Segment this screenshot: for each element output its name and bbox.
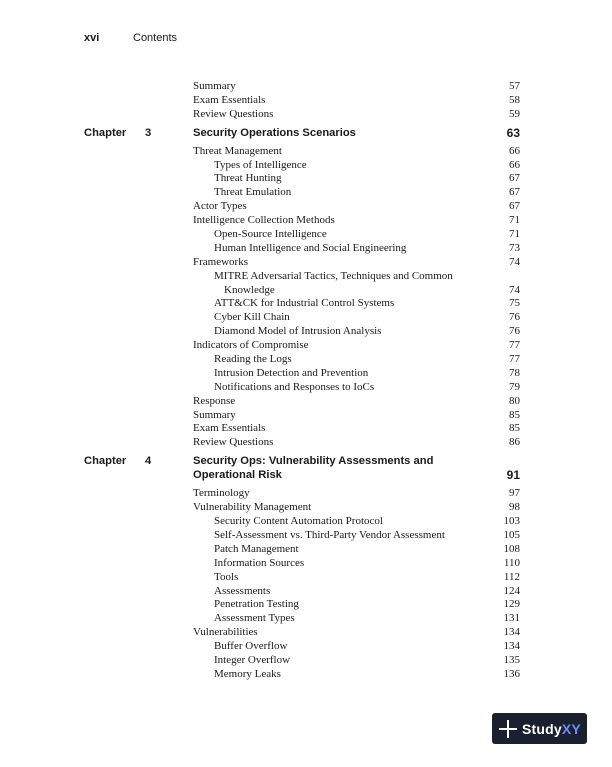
toc-entry-label: Memory Leaks: [214, 667, 281, 680]
toc-entry-page: 71: [509, 214, 520, 227]
toc-entry-page: 67: [509, 172, 520, 185]
toc-entry-page: 77: [509, 353, 520, 366]
toc-entry: [0, 436, 612, 450]
toc-entry-label: Assessments: [214, 584, 271, 597]
toc-entry-label: Exam Essentials: [193, 422, 266, 435]
toc-entry-label: Threat Emulation: [214, 186, 292, 199]
toc-entry: [0, 422, 612, 436]
toc-entry-label: Reading the Logs: [214, 353, 292, 366]
toc-entry: [0, 80, 612, 94]
toc-entry: [0, 256, 612, 270]
toc-entry: [0, 543, 612, 557]
toc-entry-page: 59: [509, 107, 520, 120]
toc-entry: [0, 172, 612, 186]
toc-entry-label: Vulnerability Management: [193, 501, 312, 514]
toc-entry: [0, 200, 612, 214]
toc-entry-page: 67: [509, 200, 520, 213]
toc-entry-page: 124: [503, 584, 520, 597]
toc-entry-label: Tools: [214, 570, 239, 583]
chapter-title: Security Operations Scenarios: [193, 126, 356, 139]
toc-entry: [0, 311, 612, 325]
toc-entry-page: 86: [509, 436, 520, 449]
toc-entry: [0, 585, 612, 599]
toc-entry: [0, 108, 612, 122]
toc-entry-label: ATT&CK for Industrial Control Systems: [214, 297, 395, 310]
toc-entry-label: Summary: [193, 80, 236, 92]
chapter-page: 63: [506, 125, 520, 140]
toc-entry-page: 131: [503, 612, 520, 625]
toc-entry-label: Response: [193, 394, 236, 407]
toc-entry-page: 135: [503, 653, 520, 666]
toc-entry: [0, 571, 612, 585]
section-title: Contents: [133, 32, 178, 44]
toc-entry-label: Exam Essentials: [193, 93, 266, 106]
toc-entry-page: 105: [503, 528, 520, 541]
toc-entry: [0, 501, 612, 515]
toc-entry: [0, 353, 612, 367]
running-header: [84, 32, 177, 44]
toc-entry-label: Actor Types: [193, 200, 247, 213]
toc-entry: [0, 284, 612, 298]
chapter-word: Chapter: [84, 455, 127, 468]
toc-entry-page: 66: [509, 144, 520, 157]
toc-entry: [0, 186, 612, 200]
toc-entry-page: 85: [509, 408, 520, 421]
toc-entry: [0, 325, 612, 339]
toc-entry-page: 74: [509, 283, 520, 296]
chapter-word: Chapter: [84, 126, 127, 139]
toc-entry-page: 112: [503, 570, 520, 583]
toc-entry-page: 77: [509, 339, 520, 352]
chapter-number: 4: [145, 455, 152, 468]
toc-entry: [0, 515, 612, 529]
table-of-contents: [0, 80, 612, 682]
toc-entry-page: 71: [509, 228, 520, 241]
toc-entry-page: 74: [509, 255, 520, 268]
toc-entry-label: Security Content Automation Protocol: [214, 515, 383, 528]
toc-entry: [0, 529, 612, 543]
toc-entry-label: Information Sources: [214, 556, 305, 569]
toc-entry-label: Review Questions: [193, 436, 274, 449]
toc-entry: [0, 612, 612, 626]
toc-entry-label: Intelligence Collection Methods: [193, 214, 335, 227]
studyxy-logo: [492, 713, 587, 744]
logo-text: StudyXY: [522, 720, 581, 737]
toc-entry: [0, 270, 612, 284]
chapter-heading: [0, 126, 612, 140]
toc-entry-label: Cyber Kill Chain: [214, 311, 290, 324]
toc-entry-page: 76: [509, 311, 520, 324]
toc-entry: [0, 409, 612, 423]
toc-entry-page: 66: [509, 158, 520, 171]
toc-entry: [0, 487, 612, 501]
toc-entry-label: Integer Overflow: [214, 653, 291, 666]
toc-entry-page: 75: [509, 297, 520, 310]
toc-entry: [0, 297, 612, 311]
toc-entry-label: Self-Assessment vs. Third-Party Vendor Assessment: [214, 528, 445, 541]
page-number: xvi: [84, 32, 100, 44]
toc-entry-page: 79: [509, 380, 520, 393]
toc-entry-label: Open-Source Intelligence: [214, 228, 327, 241]
toc-entry-label: Review Questions: [193, 107, 274, 120]
plus-icon: [499, 720, 517, 738]
toc-entry: [0, 626, 612, 640]
toc-entry: [0, 242, 612, 256]
toc-entry: [0, 145, 612, 159]
toc-entry-page: 136: [503, 667, 520, 680]
toc-entry-page: 80: [509, 394, 520, 407]
toc-entry: [0, 598, 612, 612]
toc-entry: [0, 339, 612, 353]
toc-entry-page: 78: [509, 366, 520, 379]
toc-entry-label: Patch Management: [214, 542, 299, 555]
toc-entry-page: 58: [509, 93, 520, 106]
toc-entry-page: 85: [509, 422, 520, 435]
toc-entry-label: Frameworks: [193, 255, 248, 268]
toc-entry-page: 73: [509, 241, 520, 254]
toc-entry-page: 57: [509, 80, 520, 92]
toc-entry: [0, 654, 612, 668]
toc-entry-label: Threat Management: [193, 144, 282, 157]
toc-entry-label: Terminology: [193, 487, 250, 500]
toc-entry-label: Vulnerabilities: [193, 626, 258, 639]
toc-entry-label: Knowledge: [224, 283, 275, 296]
toc-entry: [0, 557, 612, 571]
toc-entry-page: 67: [509, 186, 520, 199]
toc-entry-page: 134: [503, 626, 520, 639]
toc-entry-label: Penetration Testing: [214, 598, 299, 611]
chapter-title: Security Ops: Vulnerability Assessments and Operational Risk: [193, 455, 434, 482]
toc-entry-label: Intrusion Detection and Prevention: [214, 366, 369, 379]
toc-entry-page: 97: [509, 487, 520, 500]
toc-entry-label: Buffer Overflow: [214, 640, 288, 653]
toc-entry-label: Summary: [193, 408, 236, 421]
toc-entry: [0, 395, 612, 409]
toc-entry-page: 129: [503, 598, 520, 611]
toc-entry-page: 98: [509, 501, 520, 514]
toc-entry-label: Types of Intelligence: [214, 158, 307, 171]
chapter-page: 91: [506, 468, 520, 483]
toc-entry: [0, 668, 612, 682]
toc-entry-label: Assessment Types: [214, 612, 295, 625]
toc-entry: [0, 381, 612, 395]
toc-entry-label: Diamond Model of Intrusion Analysis: [214, 325, 382, 338]
toc-entry-label: Human Intelligence and Social Engineering: [214, 241, 407, 254]
toc-entry-page: 110: [503, 556, 520, 569]
toc-entry: [0, 214, 612, 228]
toc-entry-page: 108: [503, 542, 520, 555]
toc-entry: [0, 640, 612, 654]
chapter-number: 3: [145, 126, 152, 139]
toc-entry-page: 134: [503, 640, 520, 653]
toc-entry: [0, 367, 612, 381]
toc-entry-label: Threat Hunting: [214, 172, 282, 185]
toc-entry: [0, 94, 612, 108]
toc-entry-page: 103: [503, 515, 520, 528]
toc-entry-page: 76: [509, 325, 520, 338]
toc-entry: [0, 228, 612, 242]
toc-entry: [0, 159, 612, 173]
toc-entry-label: Notifications and Responses to IoCs: [214, 380, 375, 393]
toc-entry-label: MITRE Adversarial Tactics, Techniques and Common: [214, 269, 453, 282]
toc-entry-label: Indicators of Compromise: [193, 339, 309, 352]
chapter-heading: [0, 454, 612, 482]
